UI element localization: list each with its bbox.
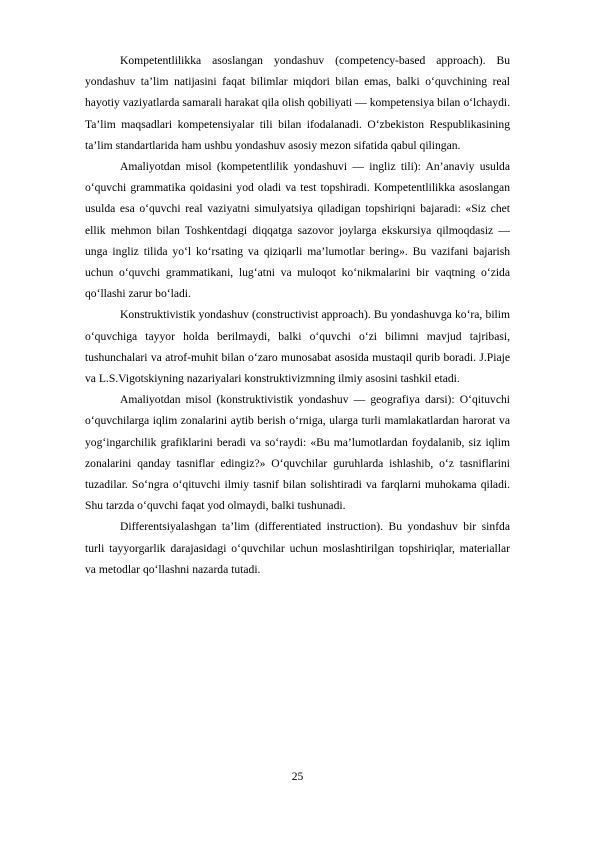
paragraph-constructivist-example: Amaliyotdan misol (konstruktivistik yondashuv — geografiya darsi): O‘qituvchi o‘quvchilarga iqlim zonalarini aytib berish o‘rniga, ularga turli mamlakatlardan harorat va yog‘ingarchilik grafiklarini beradi va so‘raydi: «Bu ma’lumotlardan foydalanib, siz iqlim zonalarini qanday tasniflar edingiz?» O‘quvchilar guruhlarda ishlashib, o‘z tasniflarini tuzadilar. So‘ngra o‘qituvchi ilmiy tasnif bilan solishtiradi va farqlarni muhokama qiladi. Shu tarzda o‘quvchi faqat yod olmaydi, balki tushunadi.: [85, 393, 510, 513]
paragraph-competency-approach: Kompetentlilikka asoslangan yondashuv (competency-based approach). Bu yondashuv ta’lim natijasini faqat bilimlar miqdori bilan emas, balki o‘quvchining real hayotiy vaziyatlarda samarali harakat qila olish qobiliyati — kompetensiya bilan o‘lchaydi. Ta’lim maqsadlari kompetensiyalar tili bilan ifodalanadi. O‘zbekiston Respublikasining ta’lim standartlarida ham ushbu yondashuv asosiy mezon sifatida qabul qilingan.: [85, 54, 510, 152]
body-text: [85, 50, 510, 580]
paragraph-competency-example: Amaliyotdan misol (kompetentlilik yondashuvi — ingliz tili): An’anaviy usulda o‘quvchi grammatika qoidasini yod oladi va test topshiradi. Kompetentlilikka asoslangan usulda esa o‘quvchi real vaziyatni simulyatsiya qiladigan topshiriqni bajaradi: «Siz chet ellik mehmon bilan Toshkentdagi diqqatga sazovor joylarga ekskursiya qilmoqdasiz — unga ingliz tilida yo‘l ko‘rsating va qiziqarli ma’lumotlar bering». Bu vazifani bajarish uchun o‘quvchi grammatikani, lug‘atni va muloqot ko‘nikmalarini bir vaqtning o‘zida qo‘llashi zarur bo‘ladi.: [85, 160, 510, 301]
paragraph-differentiated-instruction: Differentsiyalashgan ta’lim (differentiated instruction). Bu yondashuv bir sinfda turli tayyorgarlik darajasidagi o‘quvchilar uchun moslashtirilgan topshiriqlar, materiallar va metodlar qo‘llashni nazarda tutadi.: [85, 520, 510, 576]
page-number: 25: [291, 770, 304, 783]
paragraph-constructivist-approach: Konstruktivistik yondashuv (constructivist approach). Bu yondashuvga ko‘ra, bilim o‘quvchiga tayyor holda berilmaydi, balki o‘quvchi o‘zi bilimni mavjud tajribasi, tushunchalari va atrof-muhit bilan o‘zaro munosabat asosida mustaqil qurib boradi. J.Piaje va L.S.Vigotskiyning nazariyalari konstruktivizmning ilmiy asosini tashkil etadi.: [85, 308, 510, 386]
